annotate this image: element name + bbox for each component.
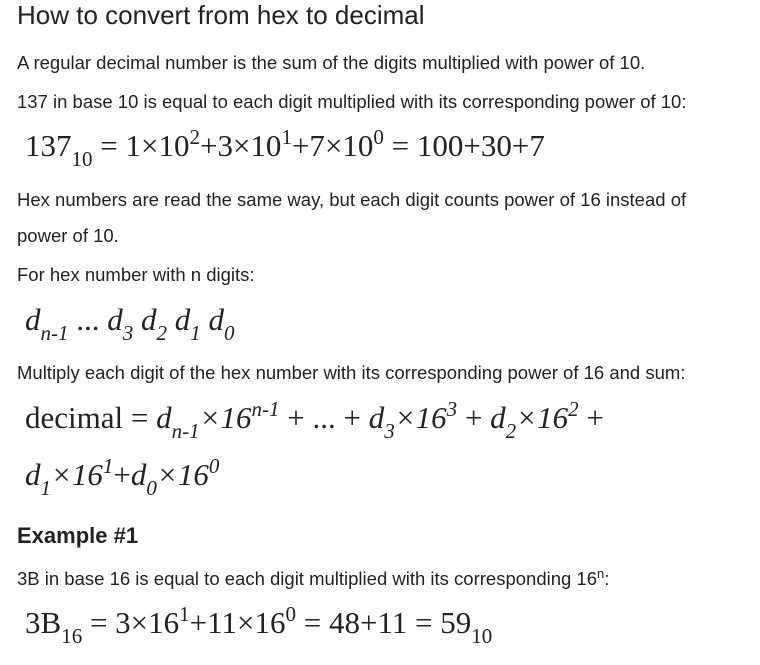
formula-term: =	[92, 128, 126, 163]
formula-term: 1×10	[125, 128, 190, 163]
hex-explanation-line-2: power of 10.	[17, 225, 119, 246]
formula-term: ×16	[51, 457, 103, 492]
formula-term: =	[82, 605, 116, 640]
formula-term: +	[578, 400, 604, 435]
formula-term: = 48+11 = 59	[295, 605, 472, 640]
formula-subscript: 2	[505, 419, 517, 443]
formula-exponent: 3	[446, 397, 458, 421]
formula-digit: d	[141, 302, 157, 337]
formula-term: ×16	[516, 400, 569, 435]
formula-digit: d	[490, 400, 506, 435]
hex-digits-paragraph: For hex number with n digits:	[17, 264, 255, 285]
formula-subscript: 1	[190, 321, 201, 345]
example-heading: Example #1	[17, 523, 139, 548]
page-title: How to convert from hex to decimal	[17, 0, 425, 30]
formula-exponent: 1	[179, 602, 190, 626]
formula-term: decimal =	[25, 400, 157, 435]
formula-exponent: 1	[102, 454, 114, 478]
formula-term: +11×16	[189, 605, 286, 640]
formula-subscript: 0	[146, 476, 157, 500]
formula-term: +	[457, 400, 491, 435]
formula-exponent: 0	[208, 454, 220, 478]
formula-exponent: 2	[189, 125, 200, 149]
formula-exponent: 2	[568, 397, 579, 421]
example-text-end: :	[604, 568, 610, 589]
formula-exponent: 0	[373, 125, 384, 149]
formula-subscript: 10	[71, 147, 93, 171]
formula-subscript: n-1	[171, 419, 200, 443]
formula-exponent: 0	[285, 602, 296, 626]
formula-subscript: 16	[61, 624, 83, 648]
formula-digit: d	[25, 457, 41, 492]
formula-subscript: 0	[224, 321, 235, 345]
formula-digit: d	[174, 302, 191, 337]
hex-digits-formula	[25, 302, 235, 345]
formula-term: +	[113, 457, 131, 492]
formula-exponent: n-1	[251, 397, 280, 421]
formula-subscript: 1	[40, 476, 51, 500]
formula-term: +3×10	[199, 128, 282, 163]
formula-subscript: 2	[156, 321, 167, 345]
formula-digit: d	[130, 457, 147, 492]
formula-term: 3B	[25, 605, 62, 640]
decimal-expansion-formula	[25, 125, 545, 171]
formula-term: ...	[312, 400, 336, 435]
formula-term: ×16	[394, 400, 447, 435]
formula-term: ...	[68, 302, 108, 337]
formula-term: ×16	[156, 457, 209, 492]
formula-term: ×16	[199, 400, 252, 435]
formula-term: 137	[25, 128, 72, 163]
formula-term: +	[335, 400, 369, 435]
formula-term: +	[279, 400, 313, 435]
formula-digit: d	[208, 302, 224, 337]
formula-subscript: 3	[384, 419, 395, 443]
hex-sum-formula-line-2	[25, 454, 220, 500]
formula-term: +7×10	[291, 128, 374, 163]
formula-digit: d	[107, 302, 123, 337]
formula-term: 3×16	[115, 605, 180, 640]
intro-paragraph: A regular decimal number is the sum of the digits multiplied with power of 10.	[17, 52, 646, 73]
formula-term: = 100+30+7	[383, 128, 545, 163]
formula-subscript: 10	[471, 624, 493, 648]
multiply-paragraph: Multiply each digit of the hex number with its corresponding power of 16 and sum:	[17, 362, 686, 383]
formula-subscript: n-1	[40, 321, 69, 345]
decimal-example-paragraph: 137 in base 10 is equal to each digit multiplied with its corresponding power of 10:	[17, 91, 687, 112]
formula-digit: d	[25, 302, 41, 337]
formula-digit: d	[156, 400, 172, 435]
formula-digit: d	[368, 400, 385, 435]
formula-subscript: 3	[122, 321, 134, 345]
hex-sum-formula-line-1	[25, 397, 604, 443]
example-text: 3B in base 16 is equal to each digit multiplied with its corresponding 16	[17, 568, 598, 589]
example-formula	[25, 602, 493, 648]
formula-exponent: 1	[281, 125, 292, 149]
example-paragraph	[17, 561, 609, 597]
example-exponent: n	[597, 566, 605, 581]
hex-explanation-line-1: Hex numbers are read the same way, but each digit counts power of 16 instead of	[17, 189, 687, 210]
